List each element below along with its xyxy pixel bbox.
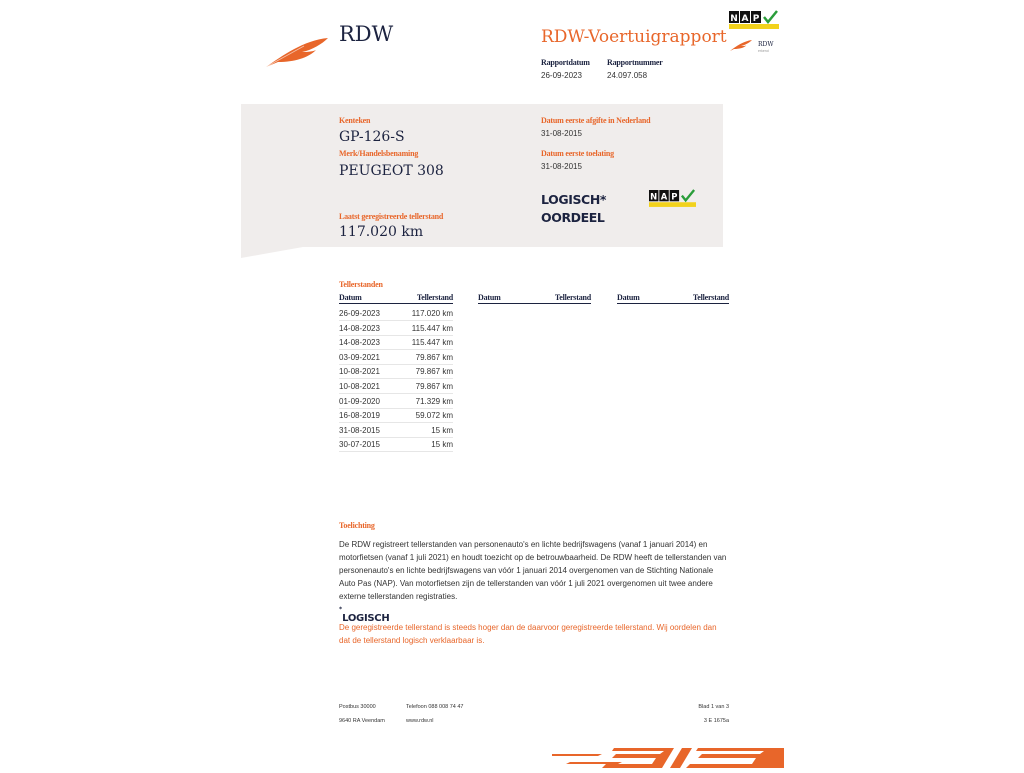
report-title: RDW-Voertuigrapport xyxy=(541,27,727,47)
row-date: 10-08-2021 xyxy=(339,382,380,391)
verdict-line1: LOGISCH* xyxy=(541,192,607,207)
first-nl-value: 31-08-2015 xyxy=(541,129,582,138)
small-feather-icon xyxy=(729,38,753,52)
row-value: 59.072 km xyxy=(415,411,453,420)
first-admission-label: Datum eerste toelating xyxy=(541,149,614,158)
table-row xyxy=(339,306,453,321)
explanation-title: Toelichting xyxy=(339,521,375,530)
first-nl-label: Datum eerste afgifte in Nederland xyxy=(541,116,651,125)
stripes-icon xyxy=(552,746,784,768)
vehicle-summary-panel xyxy=(241,104,723,247)
logisch-title: LOGISCH xyxy=(342,613,390,624)
table-row xyxy=(339,350,453,365)
header-divider-3 xyxy=(617,303,729,304)
svg-text:A: A xyxy=(741,14,749,24)
table-row xyxy=(339,423,453,438)
table-row xyxy=(339,394,453,409)
decorative-stripes xyxy=(552,746,784,768)
row-value: 71.329 km xyxy=(415,397,453,406)
table-row xyxy=(339,321,453,336)
nap-badge xyxy=(729,10,779,29)
header-divider-2 xyxy=(478,303,591,304)
explanation-body: De RDW registreert tellerstanden van personenauto's en lichte bedrijfswagens (vanaf 1 januari 2014) en motorfietsen (vanaf 1 juli 2021) en houdt toezicht op de betrouwbaarheid. De RDW heeft de tellerstanden van personenauto's en lichte bedrijfswagens van vóór 1 januari 2014 overgenomen van de Stichting Nationale Auto Pas (NAP). Van motorfietsen zijn de tellerstanden van vóór 1 juli 2021 overgenomen uit twee andere externe tellerstanden registraties. xyxy=(339,540,727,601)
row-value: 115.447 km xyxy=(411,338,453,347)
row-date: 01-09-2020 xyxy=(339,397,380,406)
rdw-feather-logo xyxy=(264,34,332,70)
footer-page: Blad 1 van 3 xyxy=(698,704,729,710)
rdw-erkend-logo xyxy=(729,38,779,56)
svg-text:N: N xyxy=(650,191,658,202)
table-row xyxy=(339,364,453,379)
svg-text:P: P xyxy=(671,191,678,202)
report-number-label: Rapportnummer xyxy=(607,58,663,67)
row-date: 14-08-2023 xyxy=(339,324,380,333)
row-value: 79.867 km xyxy=(415,353,453,362)
svg-text:P: P xyxy=(752,14,760,24)
svg-text:A: A xyxy=(660,191,668,202)
report-number: 24.097.058 xyxy=(607,71,648,80)
row-value: 79.867 km xyxy=(415,382,453,391)
row-value: 79.867 km xyxy=(415,367,453,376)
row-value: 115.447 km xyxy=(411,324,453,333)
footer-code: 3 E 1675a xyxy=(703,718,729,724)
report-date-label: Rapportdatum xyxy=(541,58,590,67)
odometer-label: Laatst geregistreerde tellerstand xyxy=(339,212,444,221)
col-date-header-1: Datum xyxy=(339,293,362,302)
row-date: 26-09-2023 xyxy=(339,309,380,318)
plate-label: Kenteken xyxy=(339,116,371,125)
row-date: 31-08-2015 xyxy=(339,426,380,435)
row-date: 16-08-2019 xyxy=(339,411,380,420)
footer-web: www.rdw.nl xyxy=(406,718,434,724)
report-date: 26-09-2023 xyxy=(541,71,582,80)
readings-title: Tellerstanden xyxy=(339,280,383,289)
feather-icon xyxy=(264,34,332,70)
row-date: 14-08-2023 xyxy=(339,338,380,347)
table-row xyxy=(339,379,453,394)
row-date: 03-09-2021 xyxy=(339,353,380,362)
col-reading-header-2: Tellerstand xyxy=(554,293,591,302)
panel-notch xyxy=(241,247,303,258)
col-reading-header-3: Tellerstand xyxy=(692,293,729,302)
svg-text:N: N xyxy=(730,14,738,24)
plate-value: GP-126-S xyxy=(339,129,405,145)
header-divider-1 xyxy=(339,303,453,304)
table-row xyxy=(339,408,453,423)
make-label: Merk/Handelsbenaming xyxy=(339,149,419,158)
brand-title: RDW xyxy=(339,22,394,46)
footer-phone: Telefoon 088 008 74 47 xyxy=(406,704,464,710)
nap-badge-panel xyxy=(649,189,696,207)
row-date: 30-07-2015 xyxy=(339,440,380,449)
make-value: PEUGEOT 308 xyxy=(339,163,444,179)
col-date-header-3: Datum xyxy=(617,293,640,302)
nap-check-icon xyxy=(729,10,779,29)
small-logo-sub: erkend xyxy=(758,49,769,53)
footer-postcode: 9640 RA Veendam xyxy=(339,718,385,724)
row-value: 117.020 km xyxy=(411,309,453,318)
table-row xyxy=(339,335,453,350)
first-admission-value: 31-08-2015 xyxy=(541,162,582,171)
small-logo-text: RDW xyxy=(758,41,774,48)
row-value: 15 km xyxy=(431,440,453,449)
nap-check-icon xyxy=(649,189,696,207)
verdict-line2: OORDEEL xyxy=(541,210,605,225)
logisch-body: De geregistreerde tellerstand is steeds hoger dan de daarvoor geregistreerde tellerstand. Wij oordelen dan dat de tellerstand logisch verklaarbaar is. xyxy=(339,623,717,645)
footer-postbus: Postbus 30000 xyxy=(339,704,376,710)
table-row xyxy=(339,437,453,452)
col-reading-header-1: Tellerstand xyxy=(416,293,453,302)
row-date: 10-08-2021 xyxy=(339,367,380,376)
row-value: 15 km xyxy=(431,426,453,435)
odometer-value: 117.020 km xyxy=(339,224,424,240)
col-date-header-2: Datum xyxy=(478,293,501,302)
logisch-star: * xyxy=(339,606,343,613)
